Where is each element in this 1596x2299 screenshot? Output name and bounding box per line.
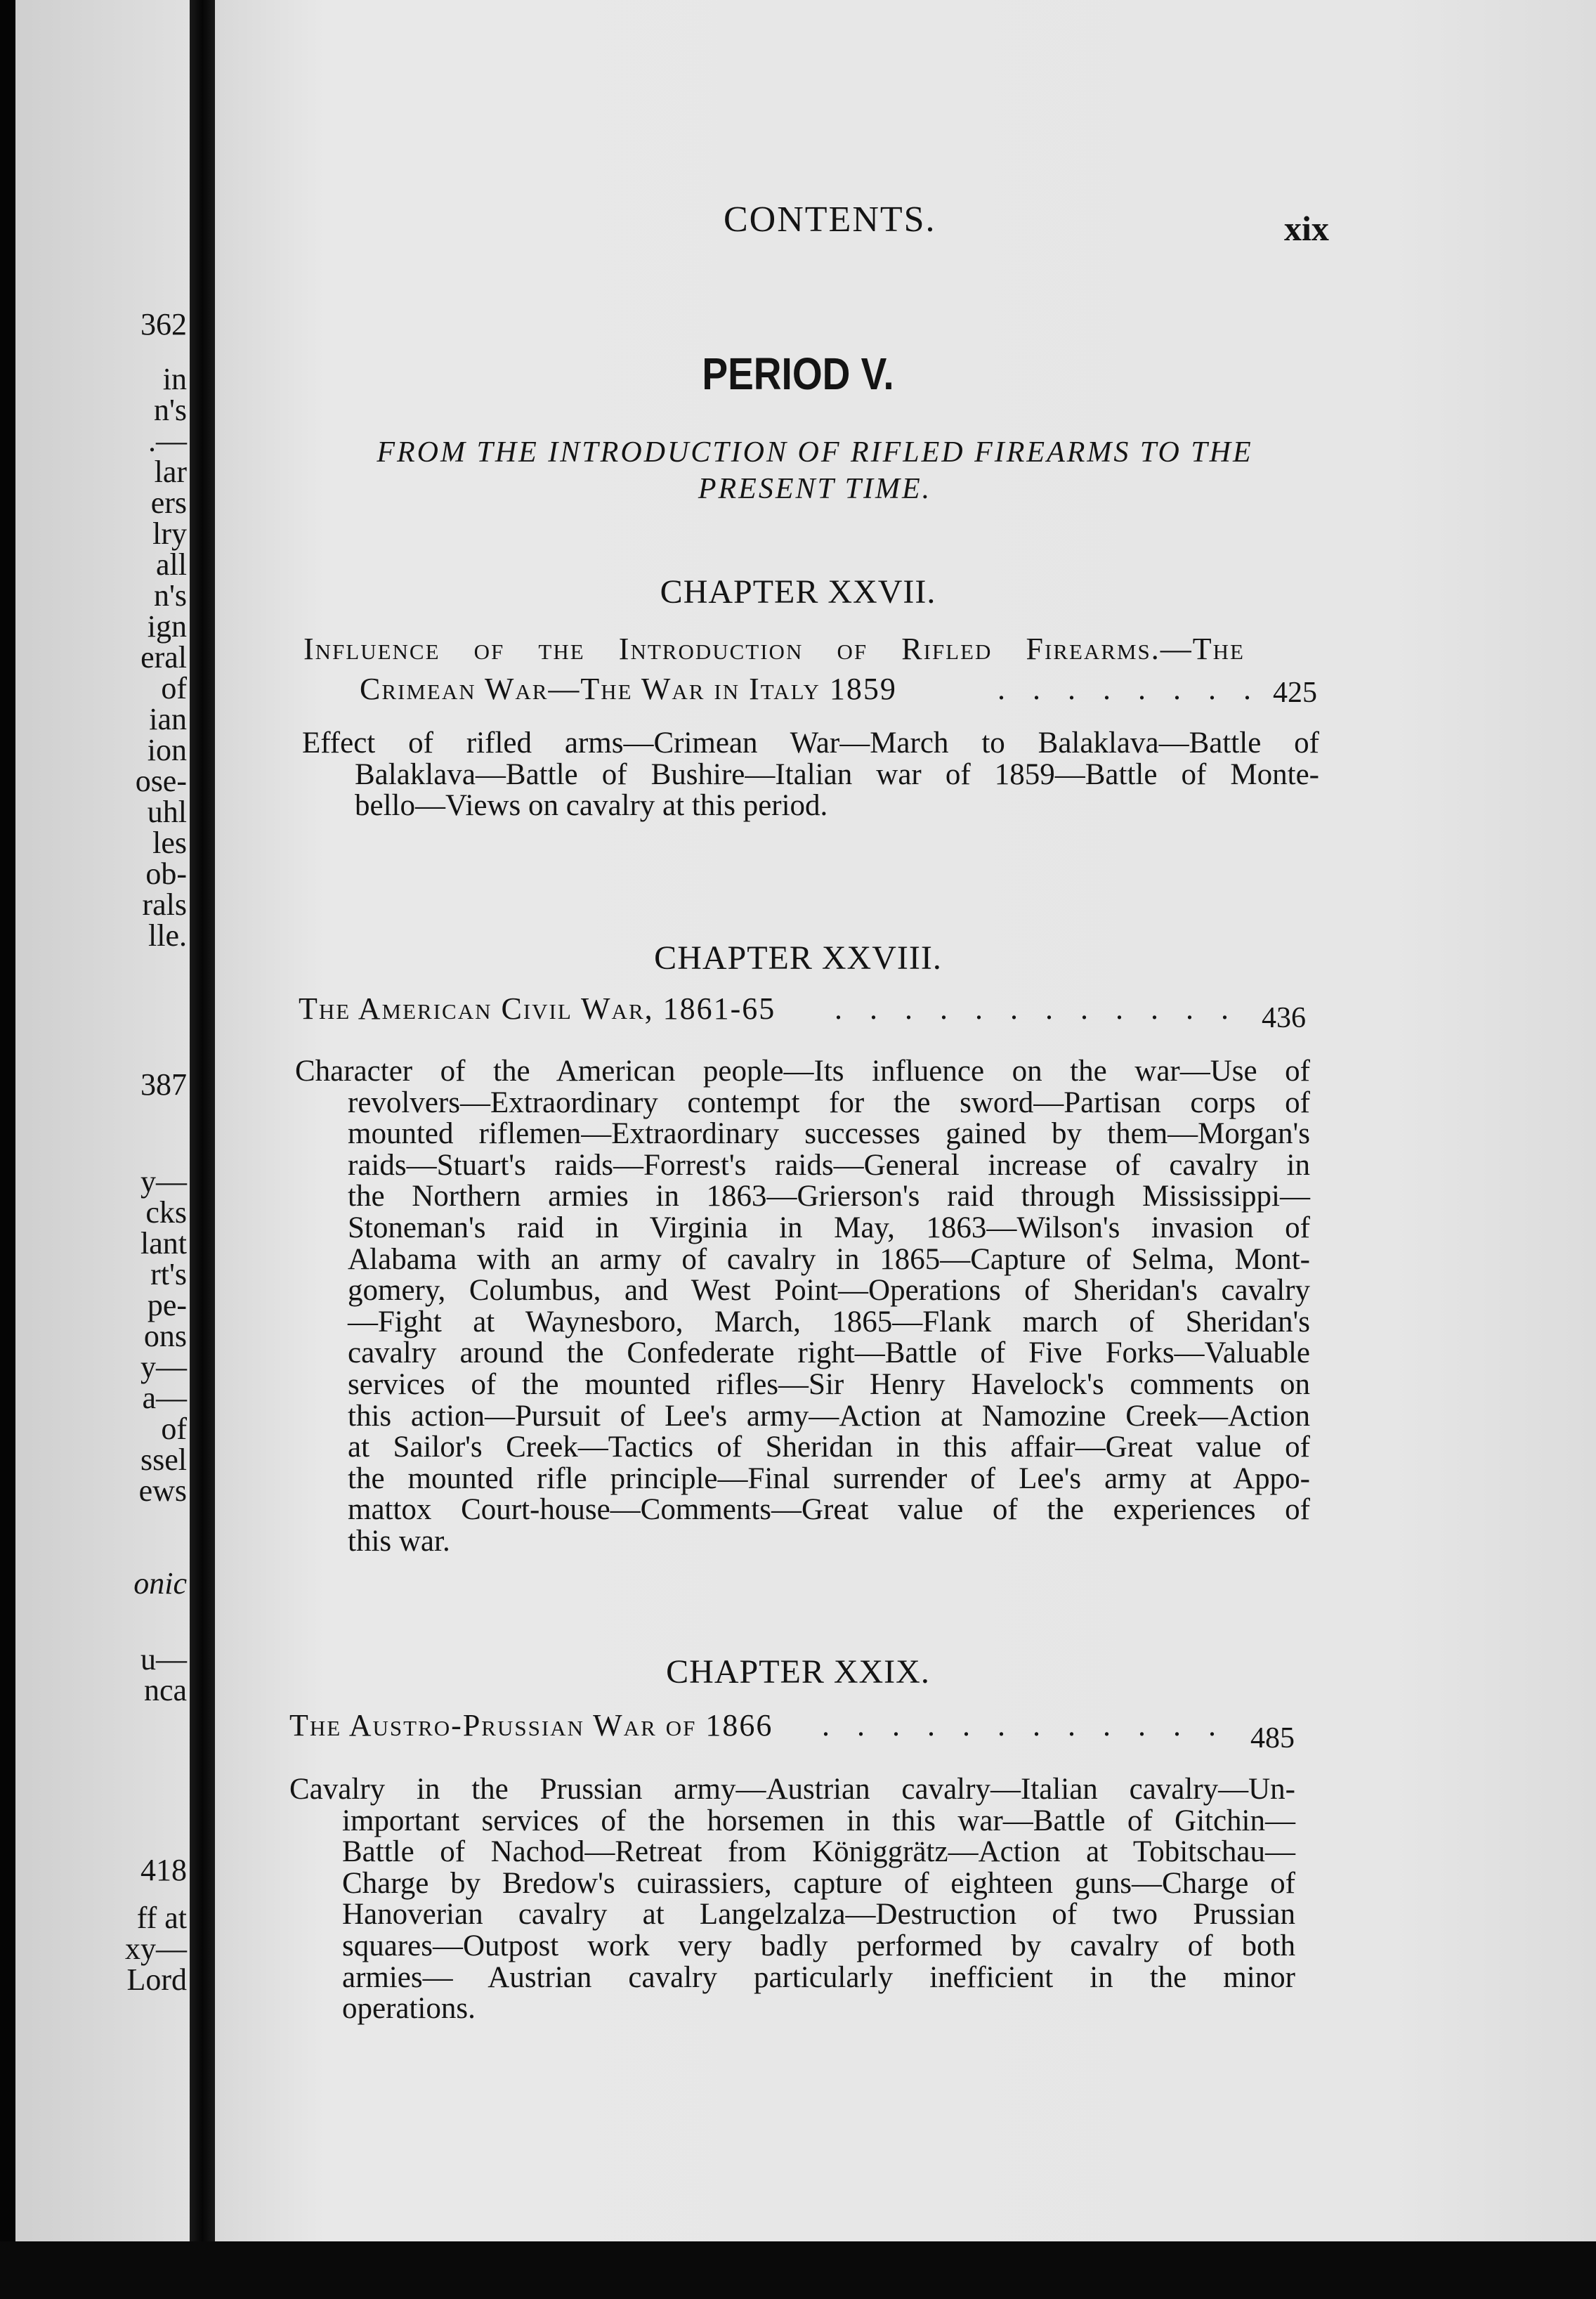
summary-line: —Fight at Waynesboro, March, 1865—Flank march of Sheridan's xyxy=(348,1305,1310,1339)
left-page-fragment: all xyxy=(156,547,187,582)
chapter-title-line: The Austro-Prussian War of 1866 xyxy=(289,1708,773,1743)
summary-line: Cavalry in the Prussian army—Austrian cavalry—Italian cavalry—Un- xyxy=(289,1773,1295,1806)
left-page-fragment: of xyxy=(161,1412,187,1446)
chapter-summary xyxy=(302,728,1319,822)
chapter-heading: CHAPTER XXIX. xyxy=(666,1653,930,1691)
left-page-fragment: in xyxy=(162,362,187,396)
left-page-fragment: ion xyxy=(147,733,187,767)
summary-line: revolvers—Extraordinary contempt for the sword—Partisan corps of xyxy=(348,1086,1310,1119)
left-page-fragment: of xyxy=(161,671,187,705)
left-page-fragment: ign xyxy=(147,609,187,644)
summary-line: Charge by Bredow's cuirassiers, capture of eighteen guns—Charge of xyxy=(342,1866,1295,1900)
left-page-fragment: y— xyxy=(140,1164,187,1199)
left-page-fragment: ose- xyxy=(135,764,187,798)
summary-line: Balaklava—Battle of Bushire—Italian war of 1859—Battle of Monte- xyxy=(355,757,1319,791)
summary-line: this war. xyxy=(348,1524,450,1558)
summary-line: mattox Court-house—Comments—Great value of the experiences of xyxy=(348,1493,1310,1527)
leader-dots: . . . . . . . . xyxy=(998,672,1261,706)
scan-edge-left xyxy=(0,0,15,2299)
leader-dots: . . . . . . . . . . . . xyxy=(822,1708,1226,1743)
summary-line: the mounted rifle principle—Final surrender of Lee's army at Appo- xyxy=(348,1461,1310,1495)
left-page-fragment: lry xyxy=(152,516,187,551)
period-subtitle-line2: PRESENT TIME. xyxy=(698,473,932,505)
left-page-fragment: xy— xyxy=(125,1932,187,1966)
summary-line: squares—Outpost work very badly performed by cavalry of both xyxy=(342,1929,1295,1962)
summary-line: Effect of rifled arms—Crimean War—March to Balaklava—Battle of xyxy=(302,727,1319,760)
chapter-heading: CHAPTER XXVIII. xyxy=(654,939,942,977)
summary-line: the Northern armies in 1863—Grierson's raid through Mississippi— xyxy=(348,1180,1310,1213)
left-page-fragment: onic xyxy=(133,1566,187,1601)
left-page-fragment: lar xyxy=(154,455,187,489)
left-page-fragment: Lord xyxy=(126,1962,187,1997)
summary-line: services of the mounted rifles—Sir Henry Havelock's comments on xyxy=(348,1367,1310,1401)
left-page-fragment: 387 xyxy=(140,1067,187,1102)
chapter-title-line: The American Civil War, 1861-65 xyxy=(299,991,776,1026)
left-page-fragment: ews xyxy=(138,1473,187,1508)
left-page-fragment: ers xyxy=(150,486,187,520)
summary-line: raids—Stuart's raids—Forrest's raids—General increase of cavalry in xyxy=(348,1148,1310,1182)
summary-line: Stoneman's raid in Virginia in May, 1863—Wilson's invasion of xyxy=(348,1211,1310,1244)
chapter-page-number: 485 xyxy=(1250,1722,1295,1754)
chapter-title-line: Crimean War—The War in Italy 1859 xyxy=(360,672,897,706)
left-page-fragment: 418 xyxy=(140,1853,187,1887)
period-title: PERIOD V. xyxy=(702,349,894,399)
left-page-fragment: ons xyxy=(143,1319,187,1353)
summary-line: at Sailor's Creek—Tactics of Sheridan in this affair—Great value of xyxy=(348,1431,1310,1464)
left-page-fragment: pe- xyxy=(147,1288,187,1322)
chapter-page-number: 425 xyxy=(1273,677,1317,709)
left-page-fragment: 362 xyxy=(140,307,187,341)
left-page-fragment: les xyxy=(152,826,187,860)
left-page-fragment: nca xyxy=(143,1673,187,1707)
period-subtitle-line1: FROM THE INTRODUCTION OF RIFLED FIREARMS TO THE xyxy=(377,436,1253,469)
left-page-fragment: n's xyxy=(153,393,187,427)
chapter-heading: CHAPTER XXVII. xyxy=(660,573,936,611)
left-page-fragment: lant xyxy=(140,1226,187,1261)
scan-edge-bottom xyxy=(0,2241,1596,2299)
left-page-fragment: ian xyxy=(149,702,187,736)
book-gutter xyxy=(190,0,215,2299)
summary-line: bello—Views on cavalry at this period. xyxy=(355,789,828,823)
summary-line: Alabama with an army of cavalry in 1865—Capture of Selma, Mont- xyxy=(348,1242,1310,1276)
left-page-fragment: ssel xyxy=(140,1442,187,1477)
summary-line: armies— Austrian cavalry particularly inefficient in the minor xyxy=(342,1960,1295,1994)
left-page-fragment: rals xyxy=(142,887,187,922)
left-page-fragment: uhl xyxy=(147,795,187,829)
page-number: xix xyxy=(1284,209,1329,248)
summary-line: Battle of Nachod—Retreat from Königgrätz—Action at Tobitschau— xyxy=(342,1835,1295,1869)
leader-dots: . . . . . . . . . . . . xyxy=(835,991,1238,1026)
left-page-fragment: a— xyxy=(142,1381,187,1415)
left-page-fragment: cks xyxy=(145,1195,187,1230)
summary-line: Character of the American people—Its influence on the war—Use of xyxy=(295,1055,1310,1088)
running-title: CONTENTS. xyxy=(724,200,936,240)
chapter-page-number: 436 xyxy=(1262,1002,1306,1034)
left-page-fragment: u— xyxy=(140,1642,187,1676)
chapter-summary xyxy=(289,1774,1295,2025)
left-page-fragment: .— xyxy=(148,424,187,458)
summary-line: cavalry around the Confederate right—Battle of Five Forks—Valuable xyxy=(348,1336,1310,1370)
left-page-edge xyxy=(15,0,190,2241)
left-page-fragment: eral xyxy=(140,640,187,675)
left-page-fragment: n's xyxy=(153,578,187,613)
left-page-fragment: rt's xyxy=(150,1257,187,1291)
left-page-fragment: ob- xyxy=(145,857,187,891)
summary-line: Hanoverian cavalry at Langelzalza—Destruction of two Prussian xyxy=(342,1898,1295,1932)
chapter-summary xyxy=(295,1056,1310,1558)
summary-line: important services of the horsemen in this war—Battle of Gitchin— xyxy=(342,1804,1295,1837)
left-page-fragment: y— xyxy=(140,1350,187,1384)
left-page-fragment: lle. xyxy=(148,918,187,953)
left-page-fragment: ff at xyxy=(136,1901,187,1935)
chapter-title-line: Influence of the Introduction of Rifled Firearms.—The xyxy=(303,632,1245,666)
summary-line: mounted riflemen—Extraordinary successes gained by them—Morgan's xyxy=(348,1117,1310,1151)
summary-line: this action—Pursuit of Lee's army—Action at Namozine Creek—Action xyxy=(348,1399,1310,1433)
summary-line: gomery, Columbus, and West Point—Operations of Sheridan's cavalry xyxy=(348,1274,1310,1308)
summary-line: operations. xyxy=(342,1992,476,2026)
